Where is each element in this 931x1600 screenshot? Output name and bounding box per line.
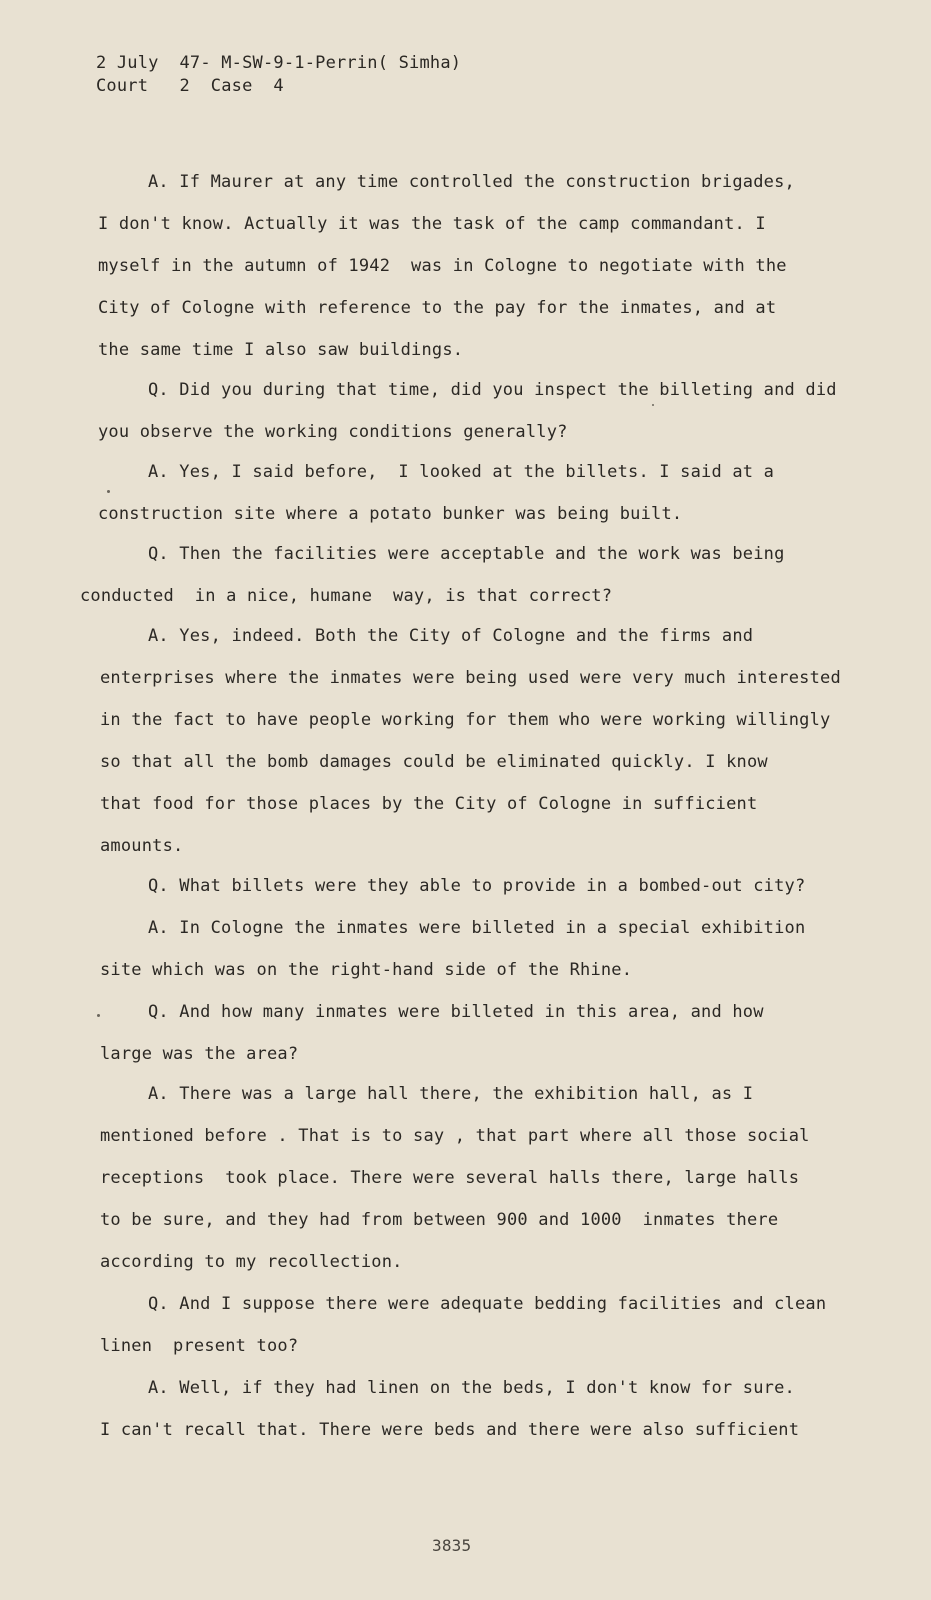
- ink-speck: [97, 1014, 100, 1017]
- transcript-line: mentioned before . That is to say , that part where all those social: [100, 1126, 810, 1146]
- header-date-reference: 2 July 47- M-SW-9-1-Perrin( Simha): [96, 53, 462, 73]
- transcript-line: City of Cologne with reference to the pay for the inmates, and at: [98, 298, 777, 318]
- transcript-line: enterprises where the inmates were being used were very much interested: [100, 668, 841, 688]
- transcript-line: linen present too?: [100, 1336, 299, 1356]
- page-number: 3835: [432, 1536, 472, 1555]
- transcript-line: I don't know. Actually it was the task of the camp commandant. I: [98, 214, 766, 234]
- transcript-line: amounts.: [100, 836, 184, 856]
- transcript-line: construction site where a potato bunker was being built.: [98, 504, 683, 524]
- transcript-line: Q. Then the facilities were acceptable and the work was being: [148, 544, 785, 564]
- transcript-line: that food for those places by the City of Cologne in sufficient: [100, 794, 758, 814]
- transcript-line: myself in the autumn of 1942 was in Cologne to negotiate with the: [98, 256, 787, 276]
- transcript-line: you observe the working conditions generally?: [98, 422, 568, 442]
- transcript-line: the same time I also saw buildings.: [98, 340, 464, 360]
- ink-speck: [652, 404, 654, 406]
- transcript-line: according to my recollection.: [100, 1252, 403, 1272]
- transcript-line: A. Yes, I said before, I looked at the billets. I said at a: [148, 462, 775, 482]
- transcript-line: site which was on the right-hand side of the Rhine.: [100, 960, 633, 980]
- transcript-line: I can't recall that. There were beds and there were also sufficient: [100, 1420, 800, 1440]
- transcript-line: A. If Maurer at any time controlled the construction brigades,: [148, 172, 795, 192]
- transcript-line: large was the area?: [100, 1044, 299, 1064]
- transcript-line: in the fact to have people working for them who were working willingly: [100, 710, 831, 730]
- transcript-line: A. Well, if they had linen on the beds, I don't know for sure.: [148, 1378, 795, 1398]
- transcript-line: Q. And how many inmates were billeted in this area, and how: [148, 1002, 764, 1022]
- document-header: [96, 52, 461, 98]
- transcript-line: Q. And I suppose there were adequate bedding facilities and clean: [148, 1294, 827, 1314]
- transcript-line: A. Yes, indeed. Both the City of Cologne and the firms and: [148, 626, 754, 646]
- ink-speck: [107, 490, 110, 493]
- transcript-line: A. In Cologne the inmates were billeted in a special exhibition: [148, 918, 806, 938]
- transcript-line: receptions took place. There were several halls there, large halls: [100, 1168, 800, 1188]
- transcript-line: Q. Did you during that time, did you inspect the billeting and did: [148, 380, 837, 400]
- transcript-line: so that all the bomb damages could be eliminated quickly. I know: [100, 752, 768, 772]
- transcript-line: conducted in a nice, humane way, is that correct?: [80, 586, 613, 606]
- transcript-line: A. There was a large hall there, the exhibition hall, as I: [148, 1084, 754, 1104]
- transcript-line: to be sure, and they had from between 900 and 1000 inmates there: [100, 1210, 779, 1230]
- transcript-line: Q. What billets were they able to provide in a bombed-out city?: [148, 876, 806, 896]
- header-court-case: Court 2 Case 4: [96, 76, 284, 96]
